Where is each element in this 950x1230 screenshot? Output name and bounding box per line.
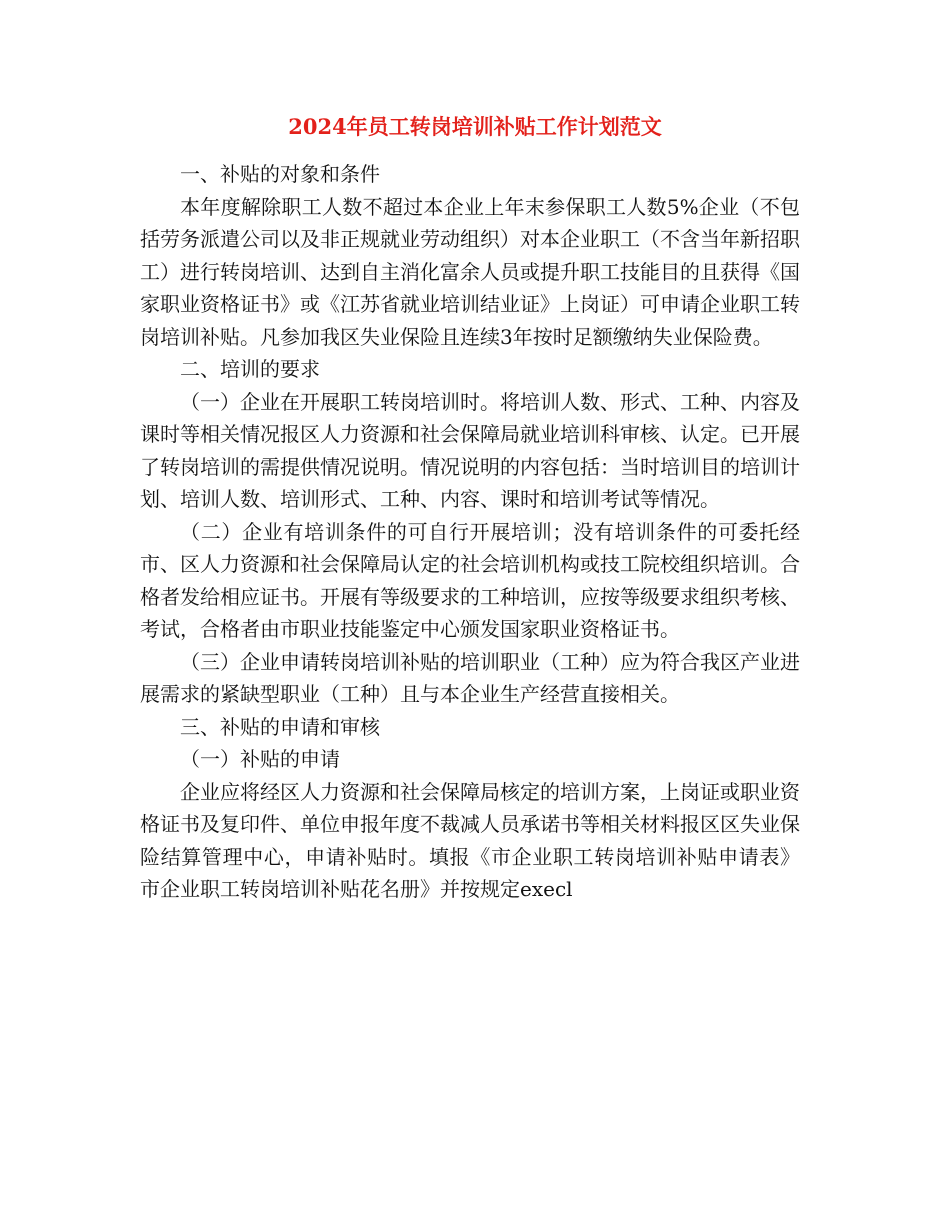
document-title: 2024年员工转岗培训补贴工作计划范文 xyxy=(288,114,662,139)
section-heading-3: 三、补贴的申请和审核 xyxy=(180,714,380,739)
paragraph-requirement-1: （一）企业在开展职工转岗培训时。将培训人数、形式、工种、内容及课时等相关情况报区人力资源和社会保障局就业培训科审核、认定。已开展了转岗培训的需提供情况说明。情况说明的内容包括：当时培训目的培训计划、培训人数、培训形式、工种、内容、课时和培训考试等情况。 xyxy=(140,389,800,511)
document-body xyxy=(140,158,800,906)
section-heading-1: 一、补贴的对象和条件 xyxy=(180,162,380,186)
paragraph-eligibility: 本年度解除职工人数不超过本企业上年末参保职工人数5%企业（不包括劳务派遣公司以及非正规就业劳动组织）对本企业职工（不含当年新招职工）进行转岗培训、达到自主消化富余人员或提升职工技能目的且获得《国家职业资格证书》或《江苏省就业培训结业证》上岗证）可申请企业职工转岗培训补贴。凡参加我区失业保险且连续3年按时足额缴纳失业保险费。 xyxy=(140,194,800,349)
paragraph-requirement-3: （三）企业申请转岗培训补贴的培训职业（工种）应为符合我区产业进展需求的紧缺型职业（工种）且与本企业生产经营直接相关。 xyxy=(140,649,800,706)
paragraph-requirement-2: （二）企业有培训条件的可自行开展培训；没有培训条件的可委托经市、区人力资源和社会保障局认定的社会培训机构或技工院校组织培训。合格者发给相应证书。开展有等级要求的工种培训，应按等级要求组织考核、考试，合格者由市职业技能鉴定中心颁发国家职业资格证书。 xyxy=(140,519,800,641)
section-heading-2: 二、培训的要求 xyxy=(180,357,320,381)
paragraph-application: 企业应将经区人力资源和社会保障局核定的培训方案，上岗证或职业资格证书及复印件、单位申报年度不裁减人员承诺书等相关材料报区区失业保险结算管理中心，申请补贴时。填报《市企业职工转岗培训补贴申请表》 市企业职工转岗培训补贴花名册》并按规定execl xyxy=(140,779,800,901)
subsection-heading-application: （一）补贴的申请 xyxy=(180,747,340,771)
